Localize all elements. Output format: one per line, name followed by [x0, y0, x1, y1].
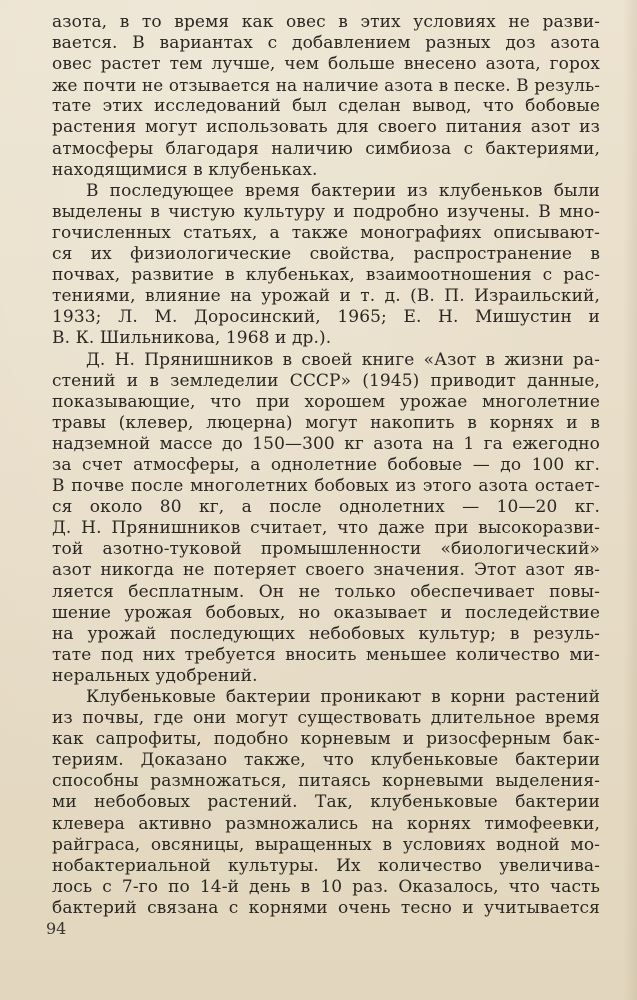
text-line: той азотно-туковой промышленности «биологический»	[52, 539, 600, 560]
text-line: териям. Доказано также, что клубеньковые бактерии	[52, 750, 600, 771]
text-line: стений и в земледелии СССР» (1945) приводит данные,	[52, 370, 600, 391]
text-line: же почти не отзывается на наличие азота в песке. В резуль-	[52, 75, 600, 96]
text-line: тате этих исследований был сделан вывод, что бобовые	[52, 96, 600, 117]
text-line: неральных удобрений.	[52, 665, 258, 686]
text-line: показывающие, что при хорошем урожае многолетние	[52, 391, 600, 412]
text-line: В почве после многолетних бобовых из этого азота остает-	[52, 476, 600, 497]
text-line: почвах, развитие в клубеньках, взаимоотношения с рас-	[52, 265, 600, 286]
text-line: способны размножаться, питаясь корневыми выделения-	[52, 771, 600, 792]
text-line: ся около 80 кг, а после однолетних — 10—20 кг.	[52, 497, 600, 518]
text-line: за счет атмосферы, а однолетние бобовые — до 100 кг.	[52, 454, 600, 475]
text-line: бактерий связана с корнями очень тесно и учитывается	[52, 897, 600, 918]
text-line: находящимися в клубеньках.	[52, 159, 318, 180]
text-line: растения могут использовать для своего питания азот из	[52, 117, 600, 138]
text-line: тениями, влияние на урожай и т. д. (В. П. Израильский,	[52, 286, 600, 307]
text-line: азот никогда не потеряет своего значения. Этот азот яв-	[52, 560, 600, 581]
text-line: на урожай последующих небобовых культур; в резуль-	[52, 623, 600, 644]
text-line: вается. В вариантах с добавлением разных доз азота	[52, 33, 600, 54]
text-line: атмосферы благодаря наличию симбиоза с бактериями,	[52, 138, 600, 159]
text-line: овес растет тем лучше, чем больше внесено азота, горох	[52, 54, 600, 75]
text-line: азота, в то время как овес в этих условиях не разви-	[52, 12, 600, 32]
body-text	[52, 12, 600, 919]
text-line: лось с 7-го по 14-й день в 10 раз. Оказалось, что часть	[52, 876, 600, 897]
text-line: ляется бесплатным. Он не только обеспечивает повы-	[52, 581, 600, 602]
text-line: Д. Н. Прянишников в своей книге «Азот в жизни ра-	[86, 349, 600, 370]
text-line: нобактериальной культуры. Их количество увеличива-	[52, 855, 600, 876]
text-line: ми небобовых растений. Так, клубеньковые бактерии	[52, 792, 600, 813]
text-line: Д. Н. Прянишников считает, что даже при высокоразви-	[52, 518, 600, 539]
text-line: надземной массе до 150—300 кг азота на 1 га ежегодно	[52, 433, 600, 454]
text-line: травы (клевер, люцерна) могут накопить в корнях и в	[52, 412, 600, 433]
text-line: райграса, овсяницы, выращенных в условиях водной мо-	[52, 834, 600, 855]
text-line: как сапрофиты, подобно корневым и ризосферным бак-	[52, 729, 600, 750]
text-line: В. К. Шильникова, 1968 и др.).	[52, 328, 332, 349]
text-line: ся их физиологические свойства, распространение в	[52, 244, 600, 265]
text-line: гочисленных статьях, а также монографиях описывают-	[52, 222, 600, 243]
page-number: 94	[46, 919, 67, 938]
text-line: В последующее время бактерии из клубеньков были	[86, 180, 600, 201]
text-line: из почвы, где они могут существовать длительное время	[52, 708, 600, 729]
text-line: 1933; Л. М. Доросинский, 1965; Е. Н. Мишустин и	[52, 307, 600, 328]
text-line: тате под них требуется вносить меньшее количество ми-	[52, 644, 600, 665]
text-line: Клубеньковые бактерии проникают в корни растений	[86, 687, 600, 707]
text-line: клевера активно размножались на корнях тимофеевки,	[52, 813, 600, 834]
text-line: выделены в чистую культуру и подробно изучены. В мно-	[52, 201, 600, 222]
text-line: шение урожая бобовых, но оказывает и последействие	[52, 602, 600, 623]
page-edge-shadow	[623, 0, 637, 1000]
